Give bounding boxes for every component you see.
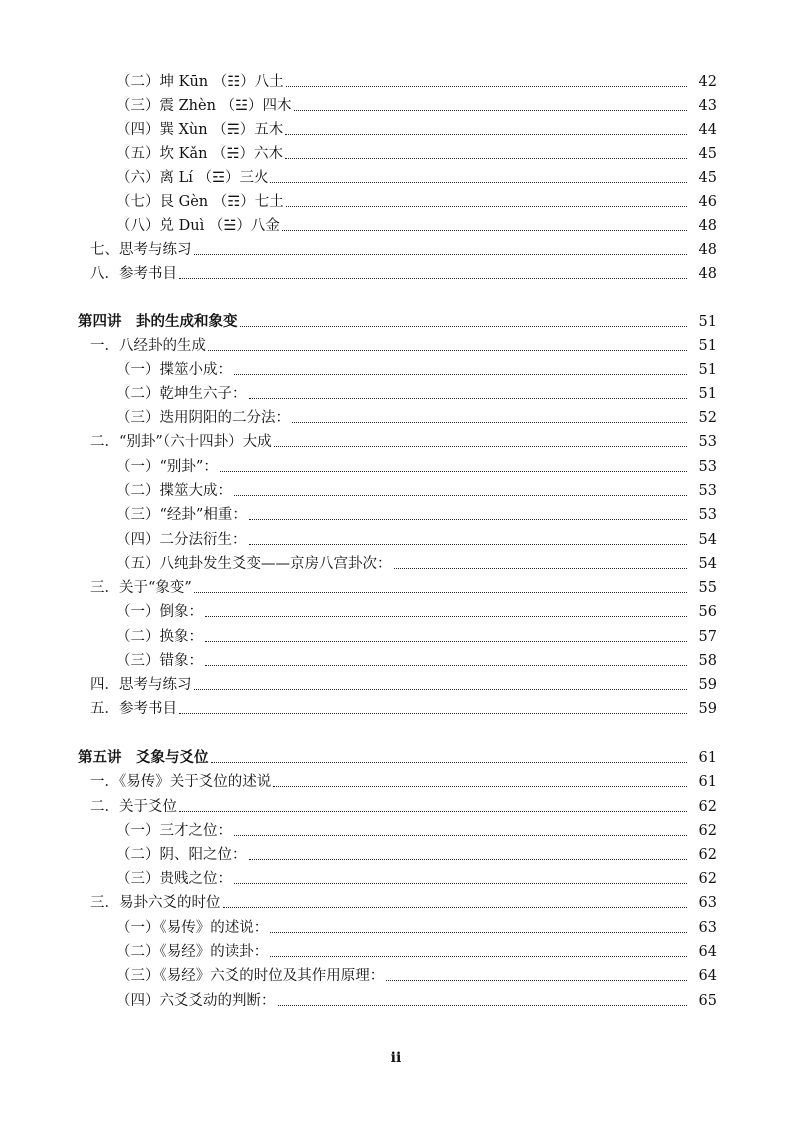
toc-entry-page: 51 bbox=[698, 338, 717, 354]
dot-leader bbox=[294, 110, 687, 111]
toc-entry-page: 58 bbox=[698, 653, 717, 669]
toc-entry bbox=[0, 382, 792, 404]
toc-entry-page: 48 bbox=[698, 242, 717, 258]
toc-entry bbox=[0, 528, 792, 550]
dot-leader bbox=[249, 519, 687, 520]
dot-leader bbox=[386, 980, 687, 981]
dot-leader bbox=[194, 254, 688, 255]
toc-entry bbox=[0, 552, 792, 574]
toc-entry-title: （四）巽 Xùn （☴）五木 bbox=[116, 122, 284, 138]
toc-entry-title: 三．关于“象变” bbox=[90, 580, 192, 596]
toc-entry bbox=[0, 819, 792, 841]
toc-entry bbox=[0, 94, 792, 116]
toc-entry bbox=[0, 142, 792, 164]
toc-entry-page: 48 bbox=[698, 266, 717, 282]
dot-leader bbox=[211, 762, 688, 763]
dot-leader bbox=[274, 446, 687, 447]
toc-entry-title: （一）《易传》的述说： bbox=[116, 920, 269, 936]
toc-entry-page: 61 bbox=[698, 750, 717, 766]
toc-entry bbox=[0, 697, 792, 719]
dot-leader bbox=[270, 182, 687, 183]
dot-leader bbox=[240, 326, 688, 327]
toc-entry-page: 63 bbox=[698, 895, 717, 911]
toc-entry-page: 44 bbox=[698, 122, 717, 138]
toc-entry-title: （一）倒象： bbox=[116, 604, 203, 620]
toc-entry bbox=[0, 625, 792, 647]
toc-entry-title: 三．易卦六爻的时位 bbox=[90, 895, 221, 911]
toc-entry-title: （六）离 Lí （☲）三火 bbox=[116, 170, 269, 186]
toc-entry-page: 55 bbox=[698, 580, 717, 596]
toc-entry-page: 51 bbox=[698, 362, 717, 378]
toc-entry-page: 62 bbox=[698, 871, 717, 887]
toc-entry bbox=[0, 430, 792, 452]
dot-leader bbox=[249, 398, 688, 399]
toc-entry bbox=[0, 600, 792, 622]
toc-entry-title: 七、思考与练习 bbox=[90, 242, 192, 258]
toc-entry-page: 62 bbox=[698, 799, 717, 815]
toc-entry-page: 56 bbox=[698, 604, 717, 620]
toc-entry bbox=[0, 334, 792, 356]
toc-entry bbox=[0, 406, 792, 428]
toc-entry bbox=[0, 673, 792, 695]
toc-entry-title: （五）坎 Kǎn （☵）六木 bbox=[116, 146, 284, 162]
page-number: ii bbox=[390, 1050, 402, 1066]
toc-entry-page: 51 bbox=[698, 314, 717, 330]
toc-entry-page: 64 bbox=[698, 944, 717, 960]
toc-entry-page: 45 bbox=[698, 170, 717, 186]
dot-leader bbox=[220, 471, 687, 472]
dot-leader bbox=[234, 374, 687, 375]
dot-leader bbox=[292, 422, 687, 423]
toc-entry-title: （七）艮 Gèn （☶）七土 bbox=[116, 194, 284, 210]
toc-entry-title: 第五讲 爻象与爻位 bbox=[78, 749, 209, 766]
toc-entry-title: 四．思考与练习 bbox=[90, 677, 192, 693]
dot-leader bbox=[285, 158, 687, 159]
toc-entry-page: 48 bbox=[698, 218, 717, 234]
toc-entry-title: （三）贵贱之位： bbox=[116, 871, 232, 887]
toc-entry bbox=[0, 358, 792, 380]
toc-entry-title: （二）《易经》的读卦： bbox=[116, 944, 269, 960]
toc-entry bbox=[0, 964, 792, 986]
dot-leader bbox=[223, 907, 688, 908]
toc-entry-page: 62 bbox=[698, 823, 717, 839]
dot-leader bbox=[234, 495, 687, 496]
toc-entry-title: （四）六爻爻动的判断： bbox=[116, 993, 276, 1009]
toc-entry-page: 52 bbox=[698, 410, 717, 426]
toc-entry-page: 43 bbox=[698, 98, 717, 114]
dot-leader bbox=[234, 883, 687, 884]
toc-entry-title: （二）坤 Kūn （☷）八土 bbox=[116, 74, 284, 90]
toc-entry bbox=[0, 916, 792, 938]
toc-entry-page: 61 bbox=[698, 774, 717, 790]
dot-leader bbox=[205, 616, 687, 617]
toc-entry-page: 53 bbox=[698, 483, 717, 499]
toc-entry-title: 一．《易传》关于爻位的述说 bbox=[90, 774, 272, 790]
dot-leader bbox=[179, 278, 687, 279]
toc-entry-page: 54 bbox=[698, 532, 717, 548]
dot-leader bbox=[179, 713, 687, 714]
dot-leader bbox=[194, 592, 687, 593]
toc-entry bbox=[0, 940, 792, 962]
dot-leader bbox=[205, 665, 687, 666]
toc-entry bbox=[0, 70, 792, 92]
toc-entry bbox=[0, 166, 792, 188]
dot-leader bbox=[270, 956, 687, 957]
toc-entry bbox=[0, 891, 792, 913]
dot-leader bbox=[208, 350, 687, 351]
toc-entry-title: （二）阴、阳之位： bbox=[116, 847, 247, 863]
toc-entry-page: 57 bbox=[698, 629, 717, 645]
toc-entry bbox=[0, 214, 792, 236]
toc-entry bbox=[0, 867, 792, 889]
toc-entry bbox=[0, 770, 792, 792]
toc-entry bbox=[0, 843, 792, 865]
toc-entry bbox=[0, 118, 792, 140]
toc-entry-page: 62 bbox=[698, 847, 717, 863]
toc-entry-title: 八．参考书目 bbox=[90, 266, 177, 282]
dot-leader bbox=[205, 641, 687, 642]
toc-entry bbox=[0, 455, 792, 477]
toc-entry-page: 53 bbox=[698, 459, 717, 475]
toc-entry-page: 64 bbox=[698, 968, 717, 984]
toc-entry-title: （三）“经卦”相重： bbox=[116, 507, 247, 523]
toc-entry-title: 二．关于爻位 bbox=[90, 799, 177, 815]
toc-entry-title: （二）换象： bbox=[116, 629, 203, 645]
toc-entry-page: 46 bbox=[698, 194, 717, 210]
toc-entry-page: 59 bbox=[698, 677, 717, 693]
toc-entry-title: （四）二分法衍生： bbox=[116, 532, 247, 548]
toc-entry-page: 65 bbox=[698, 993, 717, 1009]
toc-entry bbox=[0, 795, 792, 817]
toc-entry-title: （一）揲筮小成： bbox=[116, 362, 232, 378]
toc-entry-title: （三）迭用阴阳的二分法： bbox=[116, 410, 290, 426]
toc-entry-page: 51 bbox=[698, 386, 717, 402]
toc-chapter-entry bbox=[0, 310, 792, 332]
toc-entry bbox=[0, 503, 792, 525]
dot-leader bbox=[249, 544, 688, 545]
dot-leader bbox=[270, 932, 687, 933]
toc-entry-title: 第四讲 卦的生成和象变 bbox=[78, 313, 238, 330]
toc-entry-page: 53 bbox=[698, 507, 717, 523]
toc-entry-title: （八）兑 Duì （☱）八金 bbox=[116, 218, 280, 234]
dot-leader bbox=[194, 689, 688, 690]
dot-leader bbox=[278, 1005, 688, 1006]
toc-entry bbox=[0, 190, 792, 212]
dot-leader bbox=[282, 230, 687, 231]
toc-entry-title: （一）“别卦”： bbox=[116, 459, 218, 475]
toc-entry-title: （二）乾坤生六子： bbox=[116, 386, 247, 402]
toc-entry-page: 63 bbox=[698, 920, 717, 936]
toc-entry-title: 五．参考书目 bbox=[90, 701, 177, 717]
toc-entry-page: 59 bbox=[698, 701, 717, 717]
toc-entry-page: 45 bbox=[698, 146, 717, 162]
toc-entry bbox=[0, 262, 792, 284]
toc-entry-title: （三）《易经》六爻的时位及其作用原理： bbox=[116, 968, 385, 984]
dot-leader bbox=[286, 206, 687, 207]
toc-entry-title: （五）八纯卦发生爻变——京房八宫卦次： bbox=[116, 556, 392, 572]
dot-leader bbox=[285, 134, 687, 135]
dot-leader bbox=[394, 568, 688, 569]
toc-entry-title: （三）错象： bbox=[116, 653, 203, 669]
toc-entry-title: 一．八经卦的生成 bbox=[90, 338, 206, 354]
toc-chapter-entry bbox=[0, 746, 792, 768]
toc-entry bbox=[0, 989, 792, 1011]
toc-entry bbox=[0, 479, 792, 501]
dot-leader bbox=[286, 86, 687, 87]
dot-leader bbox=[179, 811, 687, 812]
toc-entry bbox=[0, 649, 792, 671]
toc-entry-page: 54 bbox=[698, 556, 717, 572]
toc-entry bbox=[0, 238, 792, 260]
toc-entry-page: 53 bbox=[698, 434, 717, 450]
toc-entry-title: （二）揲筮大成： bbox=[116, 483, 232, 499]
dot-leader bbox=[273, 786, 687, 787]
toc-entry-page: 42 bbox=[698, 74, 717, 90]
toc-entry bbox=[0, 576, 792, 598]
dot-leader bbox=[249, 859, 688, 860]
toc-entry-title: 二．“别卦”（六十四卦）大成 bbox=[90, 434, 272, 450]
toc-entry-title: （一）三才之位： bbox=[116, 823, 232, 839]
toc-entry-title: （三）震 Zhèn （☳）四木 bbox=[116, 98, 292, 114]
dot-leader bbox=[234, 835, 687, 836]
